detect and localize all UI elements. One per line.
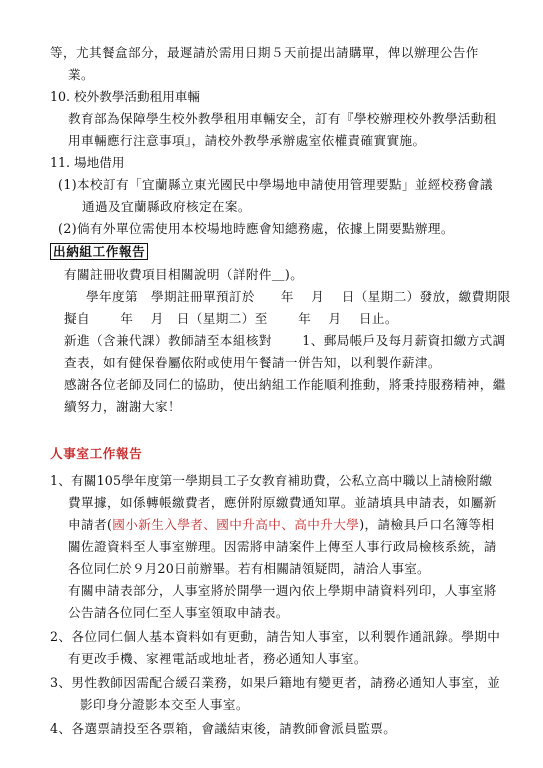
personnel-item-1-line-6: 有關申請表部分，人事室將於開學一週內依上學期申請資料列印，人事室將 bbox=[68, 583, 497, 598]
cashier-line-6: 感謝各位老師及同仁的協助，使出納組工作能順利推動，將秉持服務精神，繼 bbox=[64, 377, 506, 392]
personnel-item-3-line-2: 影印身分證影本交至人事室。 bbox=[80, 697, 249, 712]
personnel-item-4-line-1: 4、各選票請投至各票箱，會議結束後，請教師會派員監票。 bbox=[50, 721, 397, 736]
continuation-line-1: 等，尤其餐盒部分，最遲請於需用日期５天前提出請購單，俾以辦理公告作 bbox=[50, 45, 479, 60]
personnel-item-2-line-2: 有更改手機、家裡電話或地址者，務必通知人事室。 bbox=[68, 651, 367, 666]
cashier-section-title: 出納組工作報告 bbox=[50, 243, 148, 260]
personnel-item-1-highlight: 國小新生入學者、國中升高中、高中升大學 bbox=[112, 517, 360, 532]
item-10-body-2: 用車輛應行注意事項』，請校外教學承辦處室依權責確實實施。 bbox=[68, 133, 426, 148]
personnel-item-1-line-2: 費單據，如係轉帳繳費者，應併附原繳費通知單。並請填具申請表，如屬新 bbox=[68, 495, 497, 510]
cashier-line-3: 擬自 年 月 日（星期二）至 年 月 日止。 bbox=[64, 311, 398, 326]
item-11-heading: 11. 場地借用 bbox=[50, 155, 125, 170]
cashier-line-4: 新進（含兼代課）教師請至本組核對 1、郵局帳戶及每月薪資扣繳方式調 bbox=[64, 333, 506, 348]
personnel-item-1-line-1: 1、有關105學年度第一學期員工子女教育補助費，公私立高中職以上請檢附繳 bbox=[50, 473, 493, 488]
personnel-item-2-line-1: 2、各位同仁個人基本資料如有更動，請告知人事室，以利製作通訊錄。學期中 bbox=[50, 629, 501, 644]
item-10-heading: 10. 校外教學活動租用車輛 bbox=[50, 89, 200, 104]
personnel-item-1-line-3-prefix: 申請者( bbox=[68, 517, 113, 532]
personnel-item-1-line-3-suffix: )，請檢具戶口名簿等相 bbox=[359, 517, 495, 532]
personnel-item-1-line-5: 各位同仁於９月20日前辦畢。若有相關請領疑問，請洽人事室。 bbox=[68, 561, 430, 576]
cashier-line-2: 學年度第 學期註冊單預訂於 年 月 日（星期二）發放，繳費期限 bbox=[86, 289, 511, 304]
personnel-section-title: 人事室工作報告 bbox=[50, 446, 143, 461]
cashier-line-5: 查表，如有健保眷屬依附或使用午餐請一併告知，以利製作薪津。 bbox=[64, 355, 441, 370]
item-11-point-1-line-1: (1)本校訂有「宜蘭縣立東光國民中學場地申請使用管理要點」並經校務會議 bbox=[58, 177, 493, 192]
cashier-line-7: 續努力，謝謝大家！ bbox=[64, 399, 181, 414]
personnel-item-1-line-7: 公告請各位同仁至人事室領取申請表。 bbox=[68, 605, 289, 620]
personnel-item-3-line-1: 3、男性教師因需配合緩召業務，如果戶籍地有變更者，請務必通知人事室，並 bbox=[50, 675, 501, 690]
item-11-point-2: (2)倘有外單位需使用本校場地時應會知總務處，依據上開要點辦理。 bbox=[58, 221, 454, 236]
continuation-line-2: 業。 bbox=[68, 67, 94, 82]
item-11-point-1-line-2: 通過及宜蘭縣政府核定在案。 bbox=[82, 199, 251, 214]
item-10-body-1: 教育部為保障學生校外教學租用車輛安全，訂有『學校辦理校外教學活動租 bbox=[68, 111, 497, 126]
cashier-line-1: 有關註冊收費項目相關說明（詳附件＿)。 bbox=[64, 267, 304, 282]
personnel-item-1-line-3 bbox=[68, 517, 494, 533]
personnel-item-1-line-4: 關佐證資料至人事室辦理。因需將申請案件上傳至人事行政局檢核系統，請 bbox=[68, 539, 497, 554]
